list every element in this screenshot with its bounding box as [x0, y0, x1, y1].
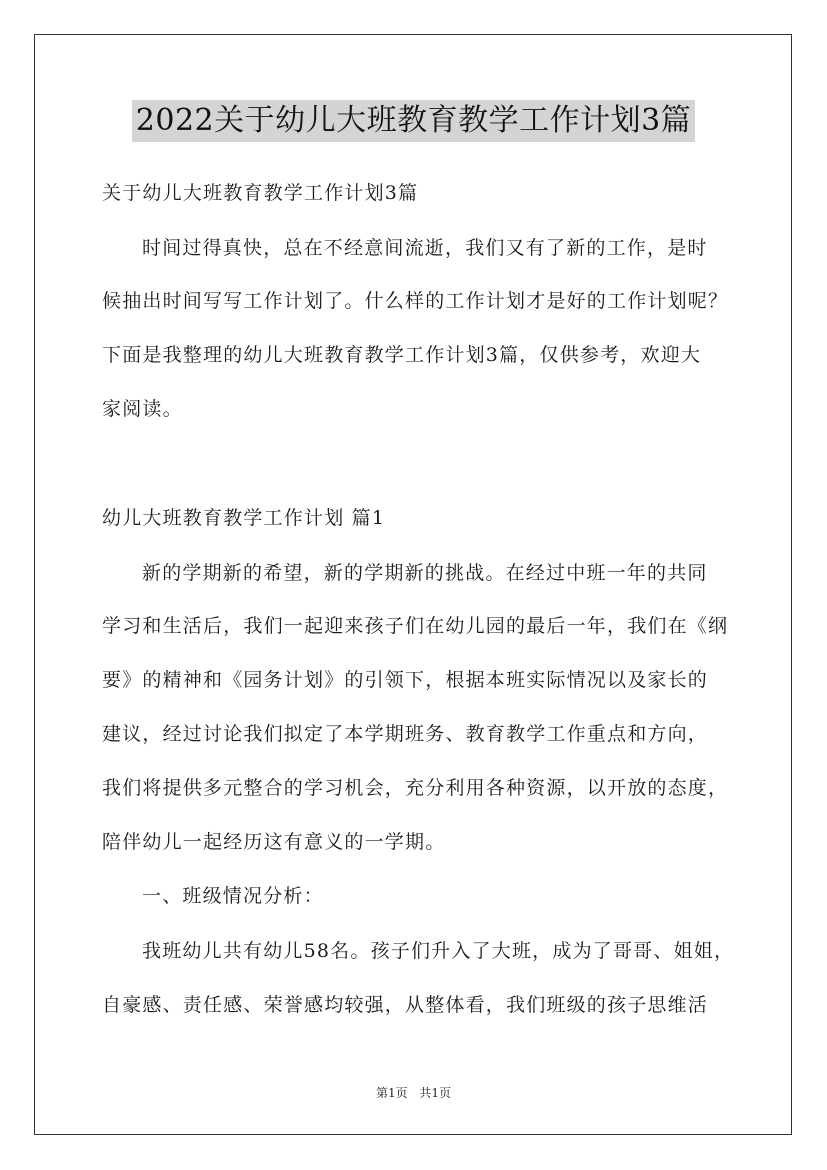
- paragraph-line: 要》的精神和《园务计划》的引领下，根据本班实际情况以及家长的: [102, 669, 709, 691]
- title-container: [0, 100, 827, 142]
- paragraph-line: 学习和生活后，我们一起迎来孩子们在幼儿园的最后一年，我们在《纲: [102, 615, 729, 637]
- paragraph-line: 下面是我整理的幼儿大班教育教学工作计划3篇，仅供参考，欢迎大: [102, 344, 702, 366]
- document-title: 2022关于幼儿大班教育教学工作计划3篇: [132, 100, 695, 142]
- section-heading: 幼儿大班教育教学工作计划 篇1: [102, 507, 386, 529]
- paragraph-line: 我班幼儿共有幼儿58名。孩子们升入了大班，成为了哥哥、姐姐，: [142, 940, 735, 962]
- paragraph-line: 新的学期新的希望，新的学期新的挑战。在经过中班一年的共同: [142, 562, 708, 584]
- paragraph-line: 陪伴幼儿一起经历这有意义的一学期。: [102, 831, 446, 853]
- page-number: 第1页: [375, 1086, 408, 1100]
- paragraph-line: 我们将提供多元整合的学习机会，充分利用各种资源，以开放的态度，: [102, 777, 729, 799]
- subsection-heading: 一、班级情况分析：: [142, 885, 324, 907]
- document-subtitle: 关于幼儿大班教育教学工作计划3篇: [102, 182, 419, 204]
- paragraph-line: 自豪感、责任感、荣誉感均较强，从整体看，我们班级的孩子思维活: [102, 994, 709, 1016]
- paragraph-line: 候抽出时间写写工作计划了。什么样的工作计划才是好的工作计划呢？: [102, 290, 729, 312]
- paragraph-line: 建议，经过讨论我们拟定了本学期班务、教育教学工作重点和方向，: [102, 723, 709, 745]
- paragraph-line: 时间过得真快，总在不经意间流逝，我们又有了新的工作，是时: [142, 237, 708, 259]
- paragraph-line: 家阅读。: [102, 398, 183, 420]
- page-total: 共1页: [419, 1086, 452, 1100]
- page-footer: [0, 1084, 827, 1101]
